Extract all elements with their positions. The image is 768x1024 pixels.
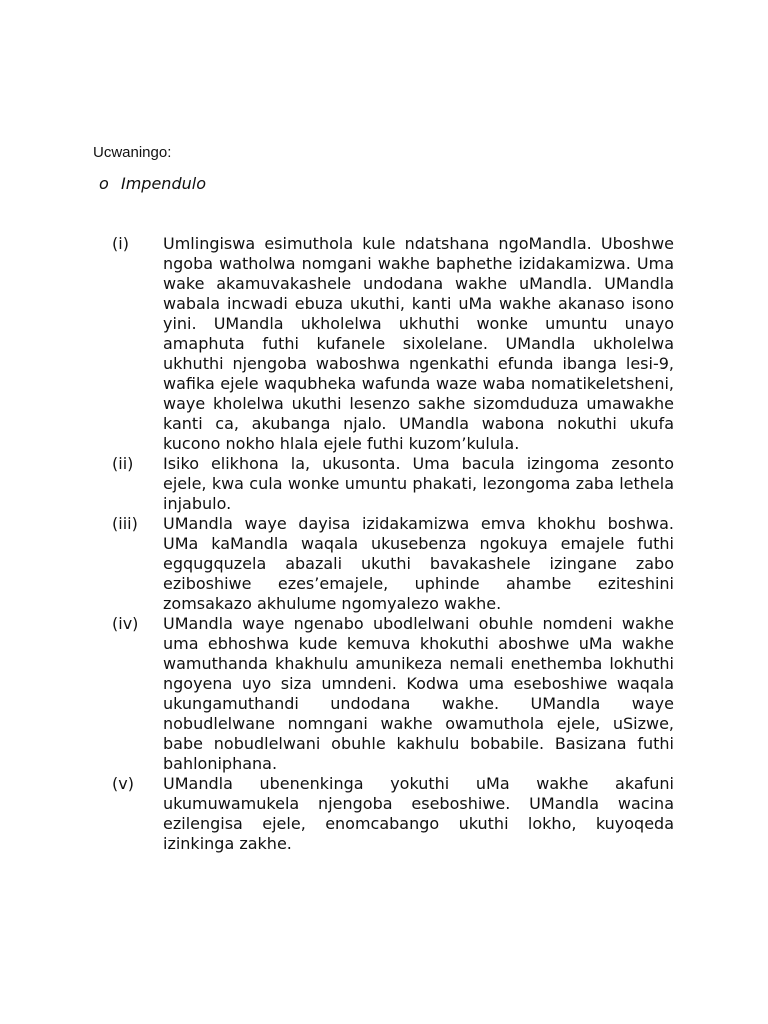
list-item (112, 774, 674, 854)
list-item (112, 234, 674, 454)
item-text: UMandla waye ngenabo ubodlelwani obuhle nomdeni wakhe uma ebhoshwa kude kemuva khokuthi aboshwe uMa wakhe wamuthanda khakhulu amunikeza nemali enethemba lokhuthi ngoyena uyo siza umndeni. Kodwa uma eseboshiwe waqala ukungamuthandi undodana wakhe. UMandla waye nobudlelwane nomngani wakhe owamuthola ejele, uSizwe, babe nobudlelwani obuhle kakhulu bobabile. Basizana futhi bahloniphana. (163, 614, 674, 773)
item-number: (v) (112, 774, 134, 793)
item-text: Umlingiswa esimuthola kule ndatshana ngoMandla. Uboshwe ngoba watholwa nomgani wakhe baphethe izidakamizwa. Uma wake akamuvakashele undodana wakhe uMandla. UMandla wabala incwadi ebuza ukuthi, kanti uMa wakhe akanaso isono yini. UMandla ukholelwa ukhuthi wonke umuntu unayo amaphuta futhi kufanele sixolelane. UMandla ukholelwa ukhuthi njengoba waboshwa ngenkathi efunda ibanga lesi-9, wafika ejele waqubheka wafunda waze waba nomatikeletsheni, waye kholelwa ukuthi lesenzo sakhe sizomduduza umawakhe kanti ca, akubanga njalo. UMandla wabona nokuthi ukufa kucono nokho hlala ejele futhi kuzom’kulula. (163, 234, 674, 453)
item-text: UMandla waye dayisa izidakamizwa emva khokhu boshwa. UMa kaMandla waqala ukusebenza ngokuya emajele futhi egqugquzela abazali ukuthi bavakashele izingane zabo eziboshiwe ezes’emajele, uphinde ahambe eziteshini zomsakazo akhulume ngomyalezo wakhe. (163, 514, 674, 613)
section-heading: Ucwaningo: (93, 144, 172, 161)
item-text: UMandla ubenenkinga yokuthi uMa wakhe akafuni ukumuwamukela njengoba eseboshiwe. UMandla wacina ezilengisa ejele, enomcabango ukuthi lokho, kuyoqeda izinkinga zakhe. (163, 774, 674, 853)
bullet-row (99, 174, 206, 194)
item-number: (iii) (112, 514, 138, 533)
item-number: (ii) (112, 454, 134, 473)
item-number: (iv) (112, 614, 139, 633)
bullet-marker: o (99, 174, 109, 193)
list-item (112, 454, 674, 514)
answer-list (112, 234, 674, 854)
bullet-heading: Impendulo (121, 174, 206, 193)
list-item (112, 614, 674, 774)
item-text: Isiko elikhona la, ukusonta. Uma bacula izingoma zesonto ejele, kwa cula wonke umuntu phakati, lezongoma zaba lethela injabulo. (163, 454, 674, 513)
item-number: (i) (112, 234, 129, 253)
list-item (112, 514, 674, 614)
